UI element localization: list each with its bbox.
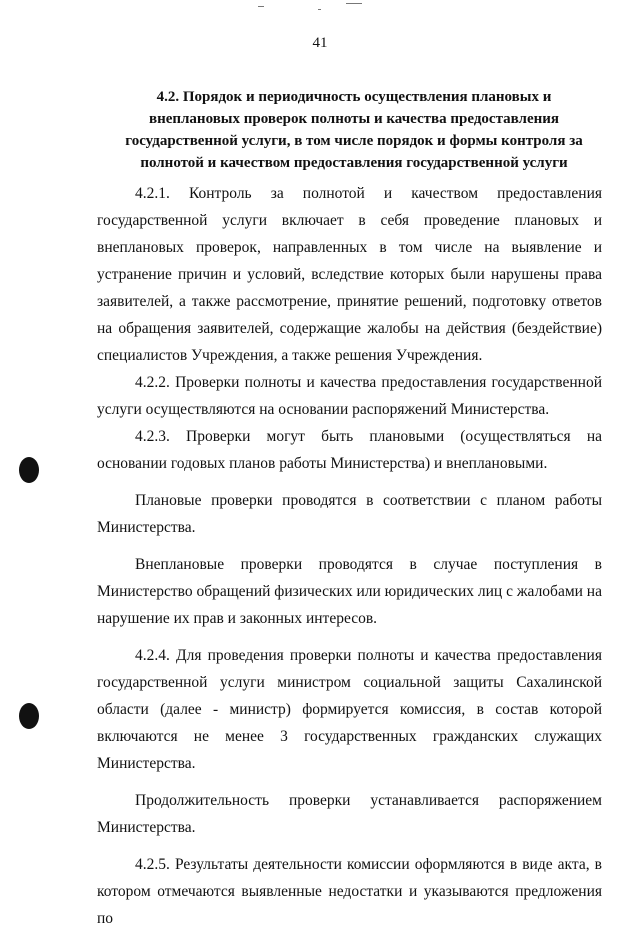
- paragraph-4-2-2: 4.2.2. Проверки полноты и качества предоставления государственной услуги осуществляются на основании распоряжений Министерства.: [97, 374, 602, 418]
- paragraph-4-2-4: 4.2.4. Для проведения проверки полноты и качества предоставления государственной услуги министром социальной защиты Сахалинской области (далее - министр) формируется комиссия, в состав которой включаются не менее 3 государственных гражданских служащих Министерства.: [97, 647, 602, 772]
- paragraph-4-2-1: 4.2.1. Контроль за полнотой и качеством предоставления государственной услуги включает в себя проведение плановых и внеплановых проверок, направленных в том числе на выявление и устранение причин и условий, вследствие которых были нарушены права заявителей, а также рассмотрение, принятие решений, подготовку ответов на обращения заявителей, содержащие жалобы на действия (бездействие) специалистов Учреждения, а также решения Учреждения.: [97, 185, 602, 364]
- punch-hole-mark: [19, 703, 39, 729]
- scan-mark: [258, 6, 264, 7]
- paragraph-unplanned-inspections: Внеплановые проверки проводятся в случае поступления в Министерство обращений физических или юридических лиц с жалобами на нарушение их прав и законных интересов.: [97, 556, 602, 627]
- paragraph-inspection-duration: Продолжительность проверки устанавливается распоряжением Министерства.: [97, 792, 602, 836]
- page-number: 41: [312, 35, 328, 51]
- paragraph-4-2-5: 4.2.5. Результаты деятельности комиссии оформляются в виде акта, в котором отмечаются выявленные недостатки и указываются предложения по: [97, 856, 602, 927]
- section-heading: 4.2. Порядок и периодичность осуществления плановых и внеплановых проверок полноты и качества предоставления государственной услуги, в том числе порядок и формы контроля за полнотой и качеством предоставления государственной услуги: [125, 89, 583, 171]
- paragraph-4-2-3: 4.2.3. Проверки могут быть плановыми (осуществляться на основании годовых планов работы Министерства) и внеплановыми.: [97, 428, 602, 472]
- scan-mark: [318, 9, 321, 10]
- punch-hole-mark: [19, 457, 39, 483]
- scan-mark: [346, 3, 362, 4]
- paragraph-planned-inspections: Плановые проверки проводятся в соответствии с планом работы Министерства.: [97, 492, 602, 536]
- document-body: [97, 180, 602, 932]
